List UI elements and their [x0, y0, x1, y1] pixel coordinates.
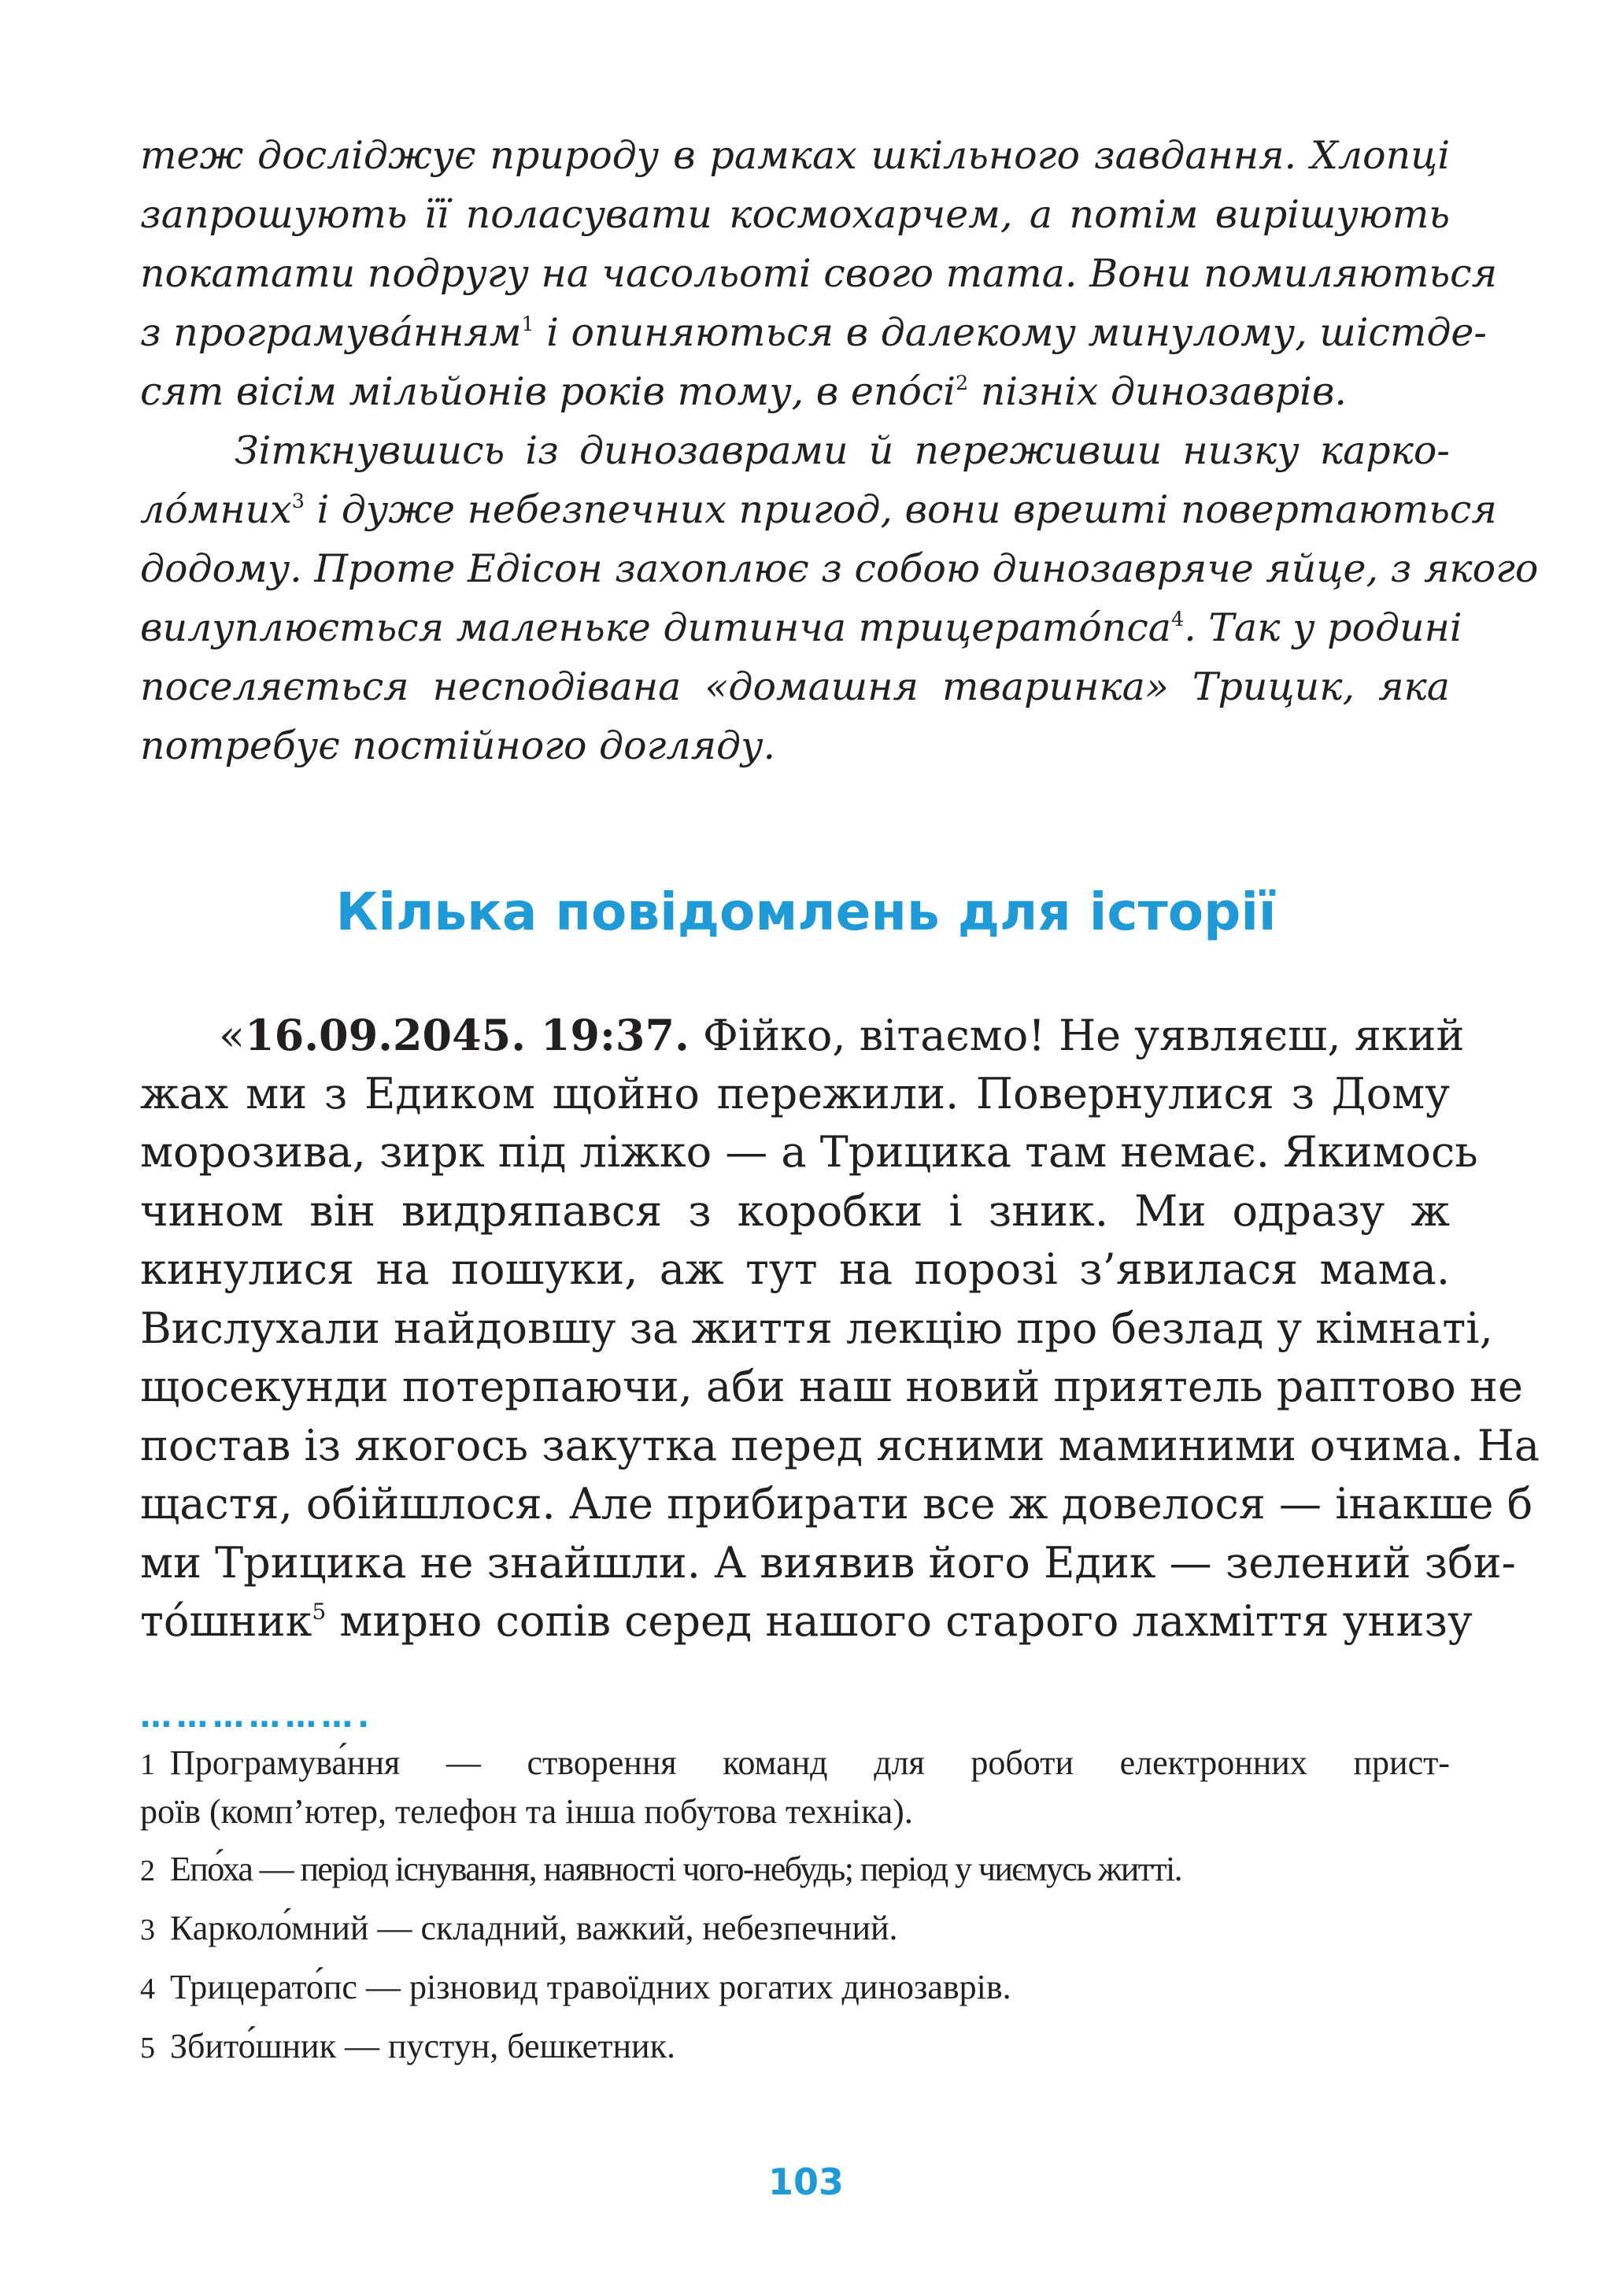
intro-line: додому. Проте Едісон захоплює з собою динозавряче яйце, з якого — [140, 546, 1539, 591]
intro-line: поселяється несподівана «домашня тваринка» Трицик, яка — [140, 664, 1450, 709]
footnote-mark: 4 — [1170, 607, 1185, 631]
footnote-mark: 5 — [312, 1598, 327, 1625]
body-line: щосекунди потерпаючи, аби наш новий приятель раптово не — [140, 1362, 1523, 1411]
body-paragraph — [140, 1006, 1540, 1651]
body-line: Вислухали найдовшу за життя лекцію про безлад у кімнаті, — [140, 1303, 1493, 1353]
footnote-mark: 3 — [291, 489, 305, 513]
open-quote: « — [219, 1011, 246, 1060]
footnote-2 — [140, 1846, 1450, 1895]
footnote-3 — [140, 1905, 1450, 1954]
intro-text: пізніх динозаврів. — [968, 369, 1347, 414]
footnote-5 — [140, 2023, 1450, 2072]
body-text: Фійко, вітаємо! Не уявляєш, який — [689, 1011, 1465, 1060]
footnote-text: Програмува́ння — створення команд для роботи електронних прист- — [170, 1743, 1450, 1782]
intro-text: і опиняються в далекому минулому, шістде- — [534, 310, 1487, 355]
page-number: 103 — [767, 2161, 845, 2203]
intro-paragraph — [140, 126, 1539, 775]
footnote-number: 1 — [140, 1748, 155, 1781]
intro-text: ло́мних — [140, 487, 292, 532]
body-line: щастя, обійшлося. Але прибирати все ж довелося — інакше б — [140, 1479, 1533, 1529]
footnote-1 — [140, 1740, 1450, 1836]
body-line: постав із якогось закутка перед ясними маминими очима. На — [140, 1420, 1540, 1470]
body-line: чином він видряпався з коробки і зник. Ми одразу ж — [140, 1185, 1450, 1236]
body-line — [140, 1592, 1473, 1651]
intro-text: і дуже небезпечних пригод, вони врешті повертаються — [305, 487, 1497, 532]
footnote-separator: ………………. — [140, 1699, 375, 1735]
intro-line — [140, 480, 1497, 539]
footnotes — [140, 1740, 1450, 2082]
footnote-number: 2 — [140, 1854, 155, 1887]
intro-text: . Так у родині — [1184, 605, 1462, 650]
body-line: кинулися на пошуки, аж тут на порозі з’явилася мама. — [140, 1244, 1450, 1294]
intro-line: потребує постійного догляду. — [140, 723, 776, 768]
body-line — [140, 1006, 1465, 1065]
body-text: то́шник — [140, 1596, 312, 1646]
footnote-number: 4 — [140, 1972, 155, 2006]
footnote-mark: 1 — [521, 312, 534, 336]
footnote-text: Збито́шник — пустун, бешкетник. — [170, 2027, 675, 2065]
intro-line: теж досліджує природу в рамках шкільного завдання. Хлопці — [140, 133, 1450, 178]
footnote-text: роїв (комп’ютер, телефон та інша побутова техніка). — [140, 1792, 913, 1831]
footnote-number: 5 — [140, 2032, 155, 2065]
section-heading: Кілька повідомлень для історії — [335, 882, 1277, 942]
intro-line — [140, 303, 1487, 362]
intro-line — [140, 362, 1450, 421]
body-line: ми Трицика не знайшли. А виявив його Едик — зелений зби- — [140, 1537, 1516, 1588]
footnote-number: 3 — [140, 1913, 155, 1947]
intro-text: сят вісім мільйонів років тому, в епо́сі — [140, 369, 956, 414]
message-timestamp: 16.09.2045. 19:37. — [245, 1010, 690, 1060]
body-text: мирно сопів серед нашого старого лахміття унизу — [326, 1596, 1473, 1646]
intro-line: покатати подругу на часольоті свого тата. Вони помиляються — [140, 251, 1498, 296]
body-line: жах ми з Едиком щойно пережили. Повернулися з Дому — [140, 1068, 1450, 1118]
intro-text: з програмува́нням — [140, 310, 522, 355]
footnote-line — [140, 1740, 1450, 1788]
intro-line: Зіткнувшись із динозаврами й переживши низку карко- — [235, 428, 1450, 473]
footnote-4 — [140, 1964, 1450, 2013]
footnote-mark: 2 — [956, 371, 969, 395]
footnote-text: Трицерато́пс — різновид травоїдних рогатих динозаврів. — [170, 1968, 1011, 2006]
footnote-text: Карколо́мний — складний, важкий, небезпечний. — [170, 1909, 898, 1947]
intro-text: вилуплюється маленьке дитинча трицерато́пса — [140, 605, 1171, 650]
intro-line: запрошують її поласувати космохарчем, а потім вирішують — [140, 192, 1450, 237]
footnote-text: Епо́ха — період існування, наявності чого-небудь; період у чиємусь житті. — [170, 1850, 1182, 1888]
intro-line — [140, 598, 1462, 657]
body-line: морозива, зирк під ліжко — а Трицика там немає. Якимось — [140, 1127, 1478, 1177]
